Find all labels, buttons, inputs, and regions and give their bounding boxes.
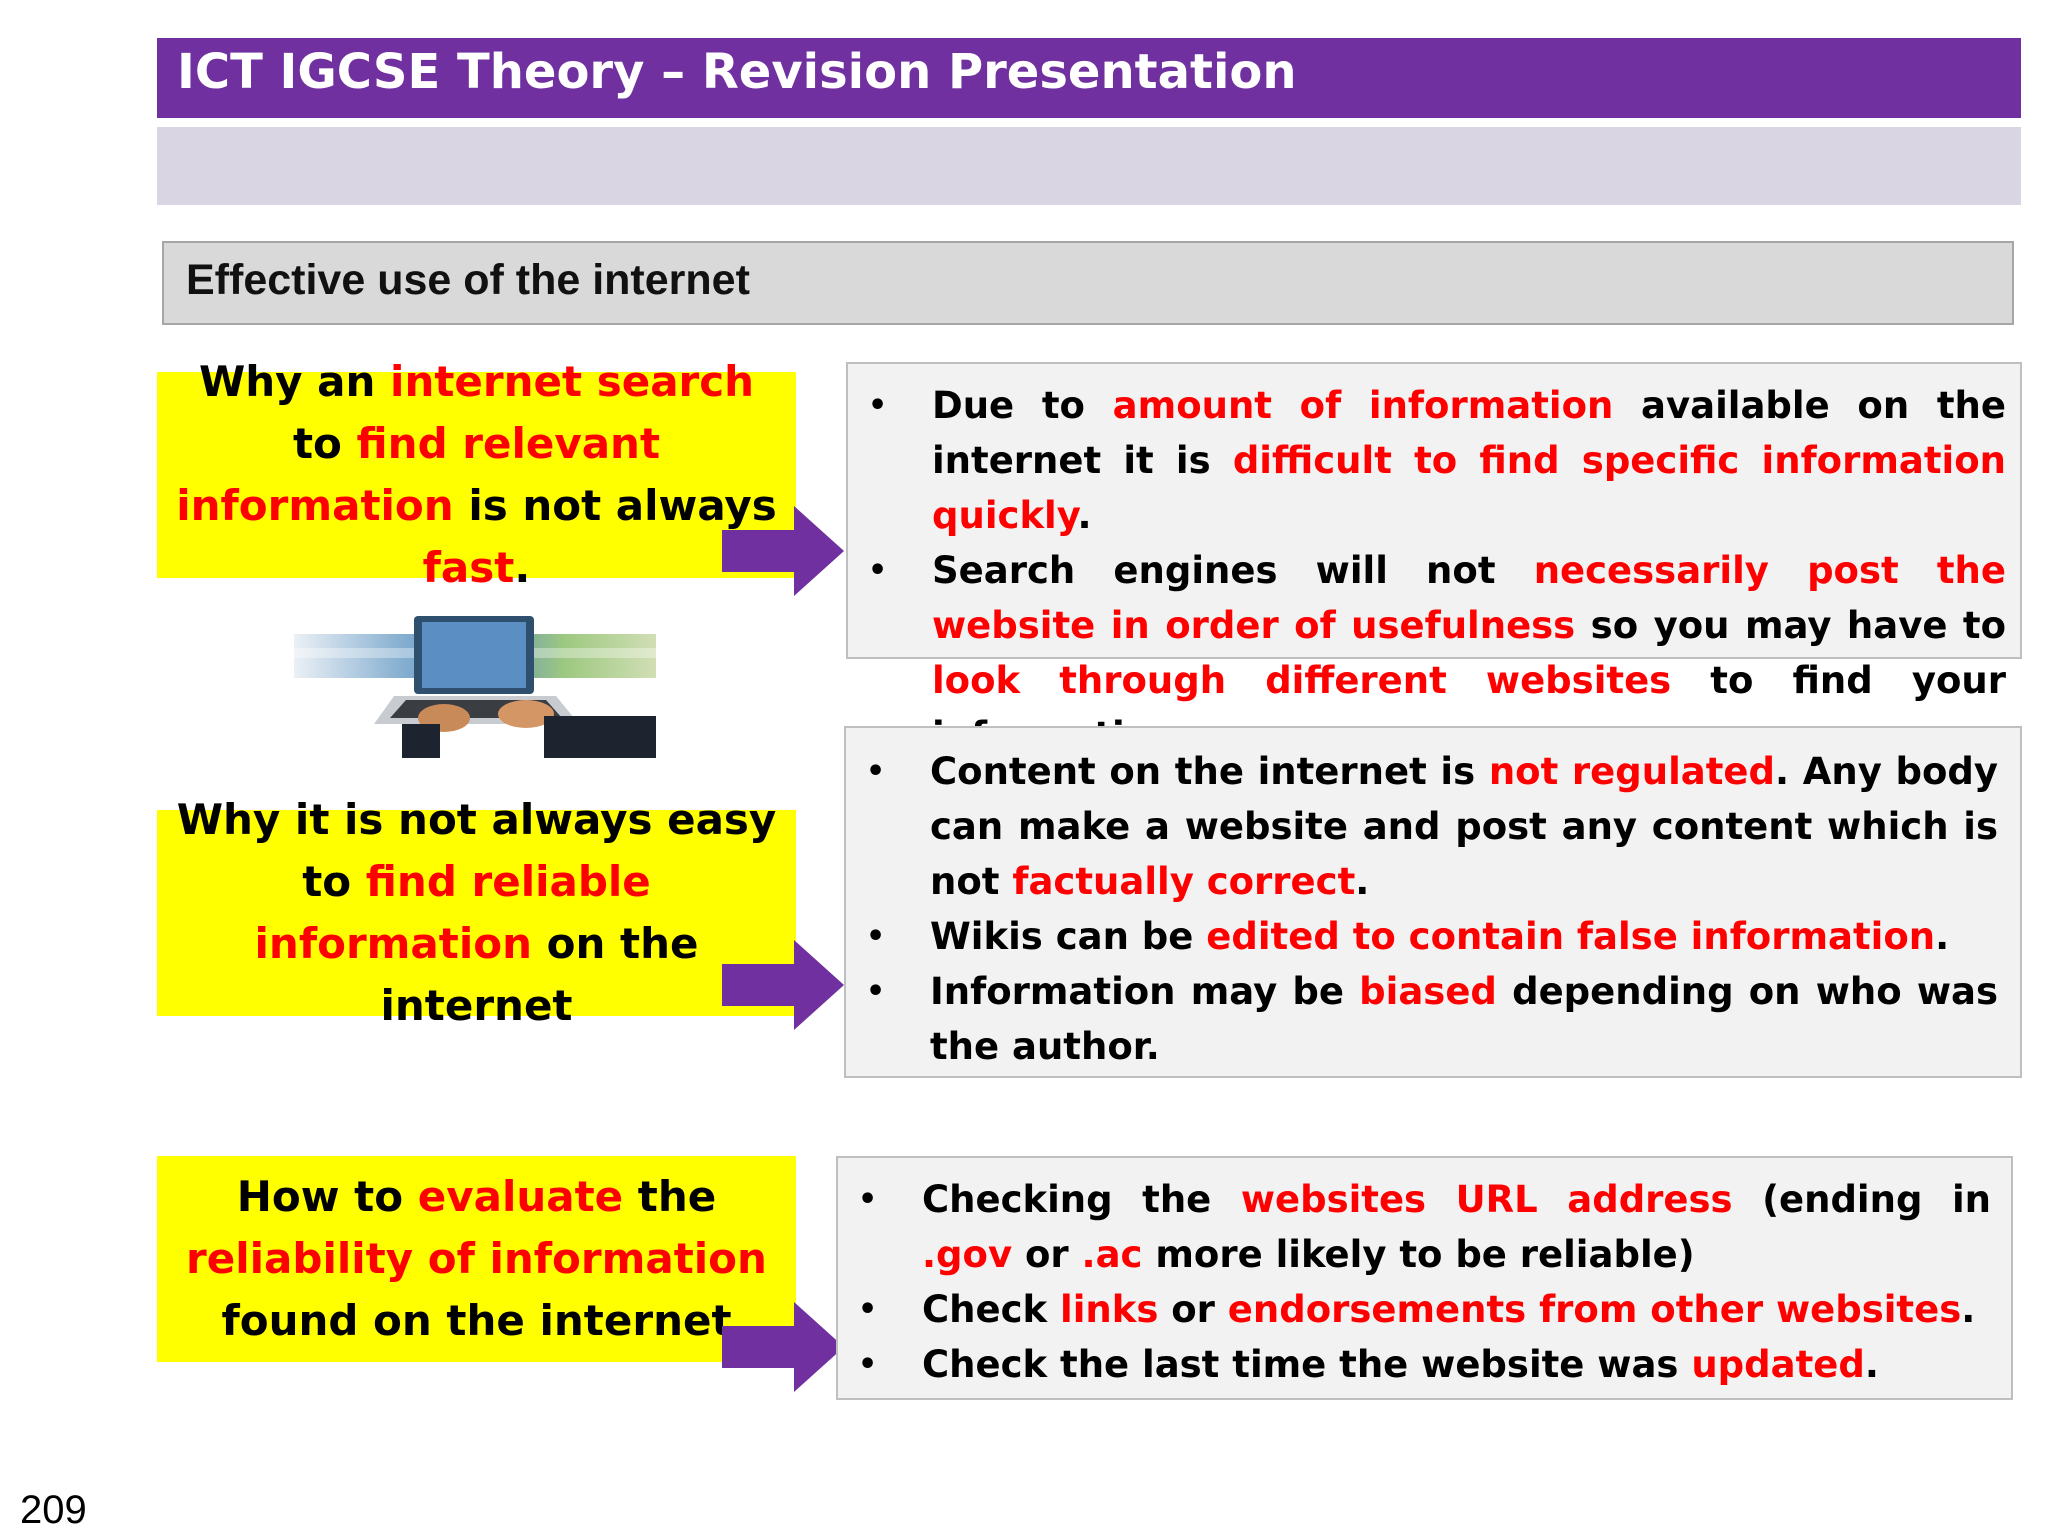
text-run: more likely to be reliable) xyxy=(1142,1233,1695,1276)
question-box-reliable-info xyxy=(157,795,796,1030)
text-run: found on the internet xyxy=(221,1296,732,1345)
text-run: Information may be xyxy=(930,970,1360,1013)
presentation-title: ICT IGCSE Theory – Revision Presentation xyxy=(157,38,2021,118)
highlighted-text: reliability of information xyxy=(186,1234,767,1283)
answer-box-evaluate-reliability xyxy=(836,1156,2013,1400)
text-run: . xyxy=(1355,860,1370,903)
text-run: . xyxy=(1961,1288,1976,1331)
text-run: or xyxy=(1158,1288,1228,1331)
subtitle-bar xyxy=(157,127,2021,205)
text-run: Due to xyxy=(932,384,1113,427)
highlighted-text: evaluate xyxy=(417,1172,624,1221)
answer-box-reliable-info xyxy=(844,726,2022,1078)
bullet-icon: • xyxy=(866,919,886,954)
highlighted-text: websites URL address xyxy=(1240,1178,1733,1221)
bullet-item xyxy=(848,378,2006,543)
right-arrow-icon xyxy=(722,940,844,1030)
highlighted-text: look through different websites xyxy=(932,659,1672,702)
highlighted-text: difficult to find specific information quickly xyxy=(932,439,2006,537)
bullet-item xyxy=(838,1172,1991,1282)
bullet-item xyxy=(846,744,1998,909)
text-run: . xyxy=(514,543,531,592)
highlighted-text: factually correct xyxy=(1012,860,1356,903)
bullet-item xyxy=(838,1282,1991,1337)
answer-box-search-speed xyxy=(846,362,2022,702)
text-run: depending on who was the author. xyxy=(930,970,1998,1068)
highlighted-text: links xyxy=(1060,1288,1159,1331)
text-run: Check xyxy=(922,1288,1061,1331)
text-run: or xyxy=(1012,1233,1082,1276)
text-run: to xyxy=(292,419,357,468)
text-run: Content on the internet is xyxy=(930,750,1489,793)
question-box-evaluate-reliability xyxy=(157,1156,796,1362)
highlighted-text: endorsements from other websites xyxy=(1227,1288,1962,1331)
question-text xyxy=(171,351,782,599)
highlighted-text: internet search xyxy=(390,357,755,406)
bullet-icon: • xyxy=(858,1347,878,1382)
section-title: Effective use of the internet xyxy=(162,241,2014,325)
bullet-item xyxy=(838,1337,1991,1392)
highlighted-text: .ac xyxy=(1081,1233,1143,1276)
bullet-icon: • xyxy=(868,553,888,588)
text-run: . xyxy=(1864,1343,1879,1386)
highlighted-text: fast xyxy=(422,543,515,592)
highlighted-text: necessarily post the website in order of usefulness xyxy=(932,549,2006,647)
highlighted-text: updated xyxy=(1691,1343,1865,1386)
question-box-search-speed xyxy=(157,357,796,592)
bullet-icon: • xyxy=(868,388,888,423)
text-run: Wikis can be xyxy=(930,915,1207,958)
highlighted-text: edited to contain false information xyxy=(1206,915,1936,958)
bullet-icon: • xyxy=(858,1182,878,1217)
text-run: the xyxy=(623,1172,717,1221)
bullet-icon: • xyxy=(866,754,886,789)
question-text xyxy=(171,1166,782,1352)
highlighted-text: amount of information xyxy=(1112,384,1614,427)
question-text xyxy=(171,789,782,1037)
right-arrow-icon xyxy=(722,1302,844,1392)
highlighted-text: .gov xyxy=(922,1233,1013,1276)
bullet-item xyxy=(846,909,1998,964)
right-arrow-icon xyxy=(722,506,844,596)
bullet-item xyxy=(846,964,1998,1074)
text-run: Search engines will not xyxy=(932,549,1534,592)
text-run: (ending in xyxy=(1732,1178,1991,1221)
highlighted-text: find relevant information xyxy=(176,419,661,530)
bullet-icon: • xyxy=(866,974,886,1009)
text-run: How to xyxy=(236,1172,418,1221)
highlighted-text: biased xyxy=(1359,970,1497,1013)
laptop-typing-image xyxy=(294,596,656,758)
text-run: Why an xyxy=(198,357,391,406)
text-run: available on the internet it is xyxy=(932,384,2006,482)
highlighted-text: not regulated xyxy=(1488,750,1776,793)
text-run: Why it is not always easy to xyxy=(176,795,777,906)
text-run: Checking the xyxy=(922,1178,1241,1221)
text-run: on the internet xyxy=(380,919,699,1030)
text-run: . xyxy=(1077,494,1092,537)
bullet-list xyxy=(848,378,2006,763)
highlighted-text: find reliable information xyxy=(254,857,651,968)
text-run: is not always xyxy=(453,481,777,530)
bullet-list xyxy=(838,1172,1991,1392)
bullet-list xyxy=(846,744,1998,1074)
text-run: so you may have to xyxy=(1575,604,2007,647)
page-number: 209 xyxy=(20,1488,87,1532)
text-run: . xyxy=(1935,915,1950,958)
text-run: . Any body can make a website and post any content which is not xyxy=(930,750,1998,903)
bullet-icon: • xyxy=(858,1292,878,1327)
text-run: Check the last time the website was xyxy=(922,1343,1692,1386)
text-run: to find your xyxy=(1710,659,2006,702)
